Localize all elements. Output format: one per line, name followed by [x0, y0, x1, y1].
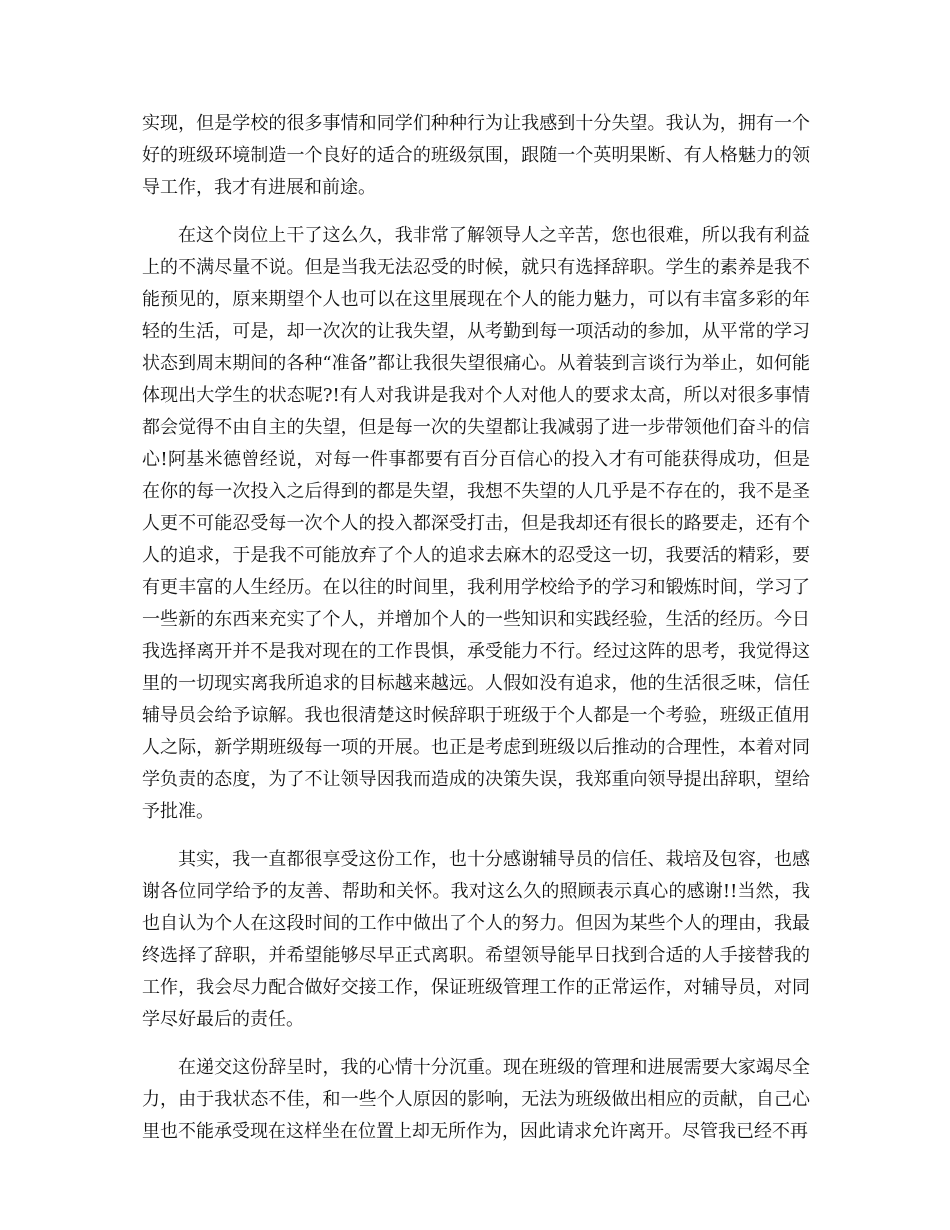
document-body — [142, 108, 810, 1164]
paragraph-1: 实现，但是学校的很多事情和同学们种种行为让我感到十分失望。我认为，拥有一个好的班级环境制造一个良好的适合的班级氛围，跟随一个英明果断、有人格魅力的领导工作，我才有进展和前途。 — [142, 113, 810, 198]
paragraph-3: 其实，我一直都很享受这份工作，也十分感谢辅导员的信任、栽培及包容，也感谢各位同学给予的友善、帮助和关怀。我对这么久的照顾表示真心的感谢!!当然，我也自认为个人在这段时间的工作中做出了个人的努力。但因为某些个人的理由，我最终选择了辞职，并希望能够尽早正式离职。希望领导能早日找到合适的人手接替我的工作，我会尽力配合做好交接工作，保证班级管理工作的正常运作，对辅导员，对同学尽好最后的责任。 — [142, 849, 810, 1030]
paragraph-2: 在这个岗位上干了这么久，我非常了解领导人之辛苦，您也很难，所以我有利益上的不满尽量不说。但是当我无法忍受的时候，就只有选择辞职。学生的素养是我不能预见的，原来期望个人也可以在这里展现在个人的能力魅力，可以有丰富多彩的年轻的生活，可是，却一次次的让我失望，从考勤到每一项活动的参加，从平常的学习状态到周末期间的各种“准备”都让我很失望很痛心。从着装到言谈行为举止，如何能体现出大学生的状态呢?!有人对我讲是我对个人对他人的要求太高，所以对很多事情都会觉得不由自主的失望，但是每一次的失望都让我减弱了进一步带领他们奋斗的信心!阿基米德曾经说，对每一件事都要有百分百信心的投入才有可能获得成功，但是在你的每一次投入之后得到的都是失望，我想不失望的人几乎是不存在的，我不是圣人更不可能忍受每一次个人的投入都深受打击，但是我却还有很长的路要走，还有个人的追求，于是我不可能放弃了个人的追求去麻木的忍受这一切，我要活的精彩，要有更丰富的人生经历。在以往的时间里，我利用学校给予的学习和锻炼时间，学习了一些新的东西来充实了个人，并增加个人的一些知识和实践经验，生活的经历。今日我选择离开并不是我对现在的工作畏惧，承受能力不行。经过这阵的思考，我觉得这里的一切现实离我所追求的目标越来越远。人假如没有追求，他的生活很乏味，信任辅导员会给予谅解。我也很清楚这时候辞职于班级于个人都是一个考验，班级正值用人之际，新学期班级每一项的开展。也正是考虑到班级以后推动的合理性，本着对同学负责的态度，为了不让领导因我而造成的决策失误，我郑重向领导提出辞职，望给予批准。 — [142, 225, 810, 822]
paragraph-4: 在递交这份辞呈时，我的心情十分沉重。现在班级的管理和进展需要大家竭尽全力，由于我状态不佳，和一些个人原因的影响，无法为班级做出相应的贡献，自己心里也不能承受现在这样坐在位置上却无所作为，因此请求允许离开。尽管我已经不再 — [142, 1057, 810, 1142]
